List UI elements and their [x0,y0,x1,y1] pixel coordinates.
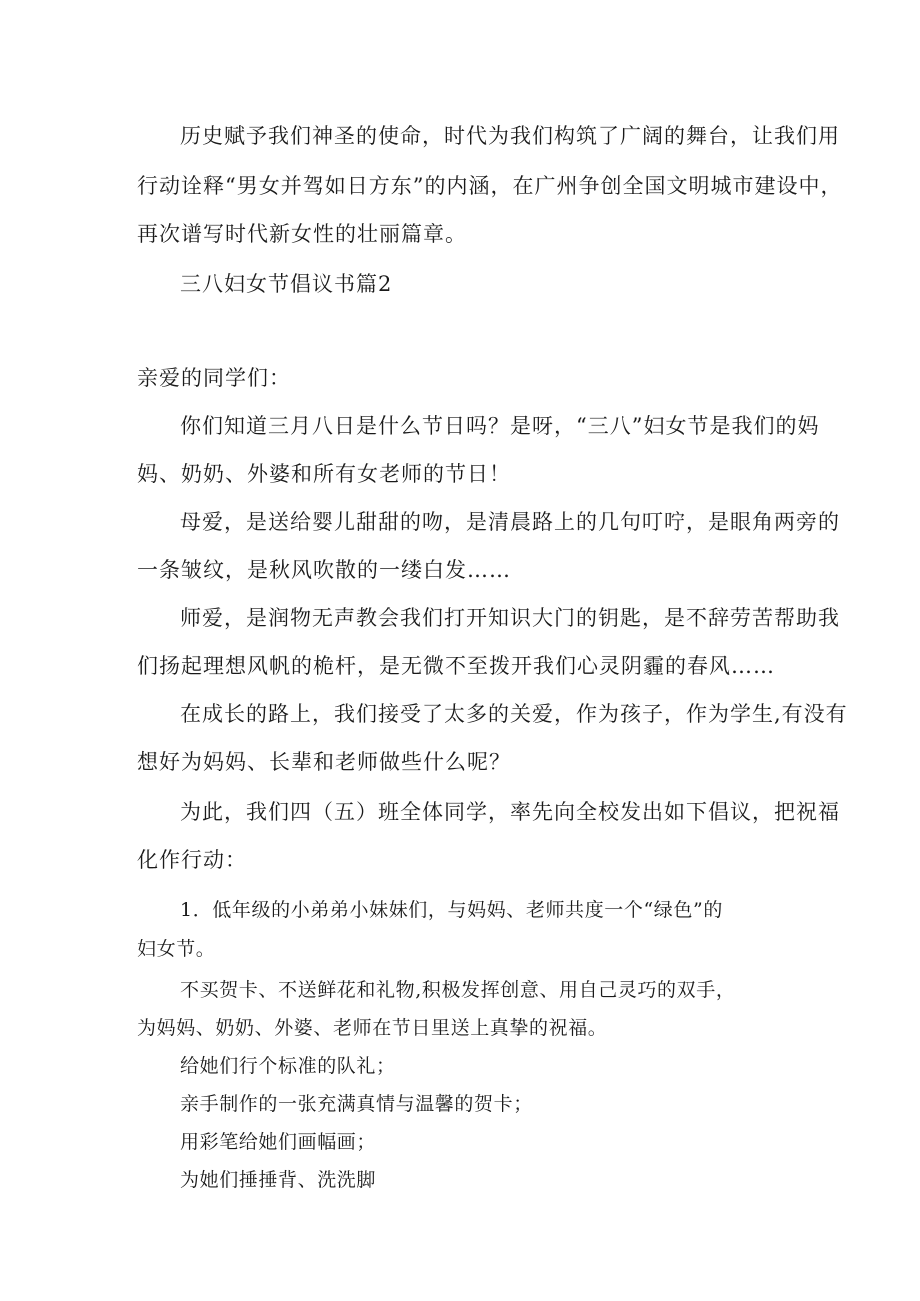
item-1-line-1: 1．低年级的小弟弟小妹妹们，与妈妈、老师共度一个“绿色”的 [180,899,723,921]
suggestion-item: 用彩笔给她们画幅画； [180,1131,377,1153]
paragraph-1-line-2: 行动诠释“男女并驾如日方东”的内涵，在广州争创全国文明城市建设中， [137,174,843,198]
suggestion-item: 亲手制作的一张充满真情与温馨的贺卡； [180,1093,533,1115]
paragraph-1-line-1: 历史赋予我们神圣的使命，时代为我们构筑了广阔的舞台，让我们用 [180,124,840,148]
paragraph-6-line-2: 化作行动： [137,848,247,872]
item-1-detail-line-2: 为妈妈、奶奶、外婆、老师在节日里送上真挚的祝福。 [137,1017,608,1039]
paragraph-4-line-2: 们扬起理想风帆的桅杆，是无微不至拨开我们心灵阴霾的春风…… [137,654,775,678]
paragraph-2-line-1: 你们知道三月八日是什么节日吗？是呀，“三八”妇女节是我们的妈 [180,414,820,438]
paragraph-3-line-1: 母爱，是送给婴儿甜甜的吻，是清晨路上的几句叮咛，是眼角两旁的 [180,510,840,534]
greeting: 亲爱的同学们： [137,366,291,390]
paragraph-2-line-2: 妈、奶奶、外婆和所有女老师的节日！ [137,462,511,486]
paragraph-5-line-2: 想好为妈妈、长辈和老师做些什么呢？ [137,750,511,774]
suggestion-item: 为她们捶捶背、洗洗脚 [180,1169,377,1191]
paragraph-1-line-3: 再次谱写时代新女性的壮丽篇章。 [137,222,467,246]
paragraph-3-line-2: 一条皱纹，是秋风吹散的一缕白发…… [137,558,511,582]
paragraph-4-line-1: 师爱，是润物无声教会我们打开知识大门的钥匙，是不辞劳苦帮助我 [180,606,840,630]
section-title: 三八妇女节倡议书篇2 [180,272,393,296]
item-1-detail-line-1: 不买贺卡、不送鲜花和礼物,积极发挥创意、用自己灵巧的双手， [180,979,736,1001]
suggestion-item: 给她们行个标准的队礼； [180,1055,396,1077]
paragraph-6-line-1: 为此，我们四（五）班全体同学，率先向全校发出如下倡议，把祝福 [180,800,840,824]
item-1-line-2: 妇女节。 [137,938,216,960]
paragraph-5-line-1: 在成长的路上，我们接受了太多的关爱，作为孩子，作为学生,有没有 [180,702,848,726]
